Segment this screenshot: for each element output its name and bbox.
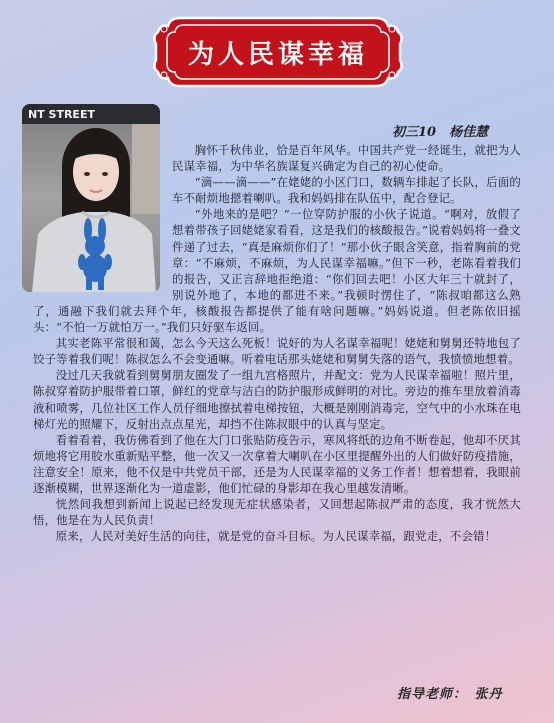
page-title: 为人民谋幸福 — [187, 39, 368, 70]
street-sign-text: NT STREET — [28, 108, 95, 121]
article-paragraph: “外地来的是吧？”一位穿防护服的小伙子说道。“啊对，放假了想着带孩子回姥姥家看看，这是我们的核酸报告。”说着妈妈将一叠文件递了过去，“真是麻烦你们了！”那小伙子眼含笑意，指着胸前的党章：“不麻烦，不麻烦，为人民谋幸福嘛。”但下一秒，老陈看着我们的报告，又正言辞地拒绝道：“你们回去吧！小区大年三十就封了，别说外地了，本地的都进不来。”我顿时愣住了，“陈叔咱都这么熟了，通融下我们就去拜个年，核酸报告都提供了能有啥问题嘛。”妈妈说道。但老陈依旧摇头：“不怕一万就怕万一。”我们只好驱车返回。 — [33, 207, 521, 335]
teacher-credit: 指导老师： 张丹 — [397, 687, 503, 702]
article-paragraph: 没过几天我就看到舅舅朋友圈发了一组九宫格照片，并配文：党为人民谋幸福啦！照片里，陈叔穿着防护服带着口罩，鲜红的党章与洁白的防护服形成鲜明的对比。旁边的推车里放着消毒液和喷雾，几位社区工作人员仔细地擦拭着电梯按钮，大概是刚刚消毒完，空气中的小水珠在电梯灯光的照耀下，反射出点点星光，却挡不住陈叔眼中的认真与坚定。 — [33, 368, 521, 431]
article-paragraph: 恍然间我想到新闻上说起已经发现无症状感染者，又回想起陈叔严肃的态度，我才恍然大悟，他是在为人民负责！ — [33, 497, 521, 528]
photo-spacer — [33, 142, 168, 300]
article-paragraph: 其实老陈平常很和蔼，怎么今天这么死板！说好的为人名谋幸福呢！姥姥和舅舅还特地包了饺子等着我们呢！陈叔怎么不会变通嘛。听着电话那头姥姥和舅舅失落的语气，我愤愤地想着。 — [33, 336, 521, 367]
article-paragraph: 原来，人民对美好生活的向往，就是党的奋斗目标。为人民谋幸福，跟党走，不会错！ — [55, 529, 497, 544]
article-paragraph: “滴——滴——”在姥姥的小区门口，数辆车排起了长队，后面的车不耐烦地摁着喇叭。我和妈妈排在队伍中，配合登记。 — [172, 175, 521, 206]
article-body — [33, 142, 521, 544]
title-plaque — [150, 12, 406, 92]
article-paragraph: 胸怀千秋伟业，恰是百年风华。中国共产党一经诞生，就把为人民谋幸福，为中华名族谋复兴确定为自己的初心使命。 — [172, 143, 521, 174]
author-byline: 初三10 杨佳慧 — [392, 125, 489, 140]
article-paragraph: 看着看着，我仿佛看到了他在大门口张贴防疫告示，寒风将纸的边角不断卷起，他却不厌其烦地将它用胶水重新贴平整，他一次又一次拿着大喇叭在小区里提醒外出的人们做好防疫措施，注意安全！原来，他不仅是中共党员干部，还是为人民谋幸福的义务工作者！想着想着，我眼前逐渐模糊，世界逐渐化为一道虚影，他们忙碌的身影却在我心里越发清晰。 — [33, 432, 521, 495]
